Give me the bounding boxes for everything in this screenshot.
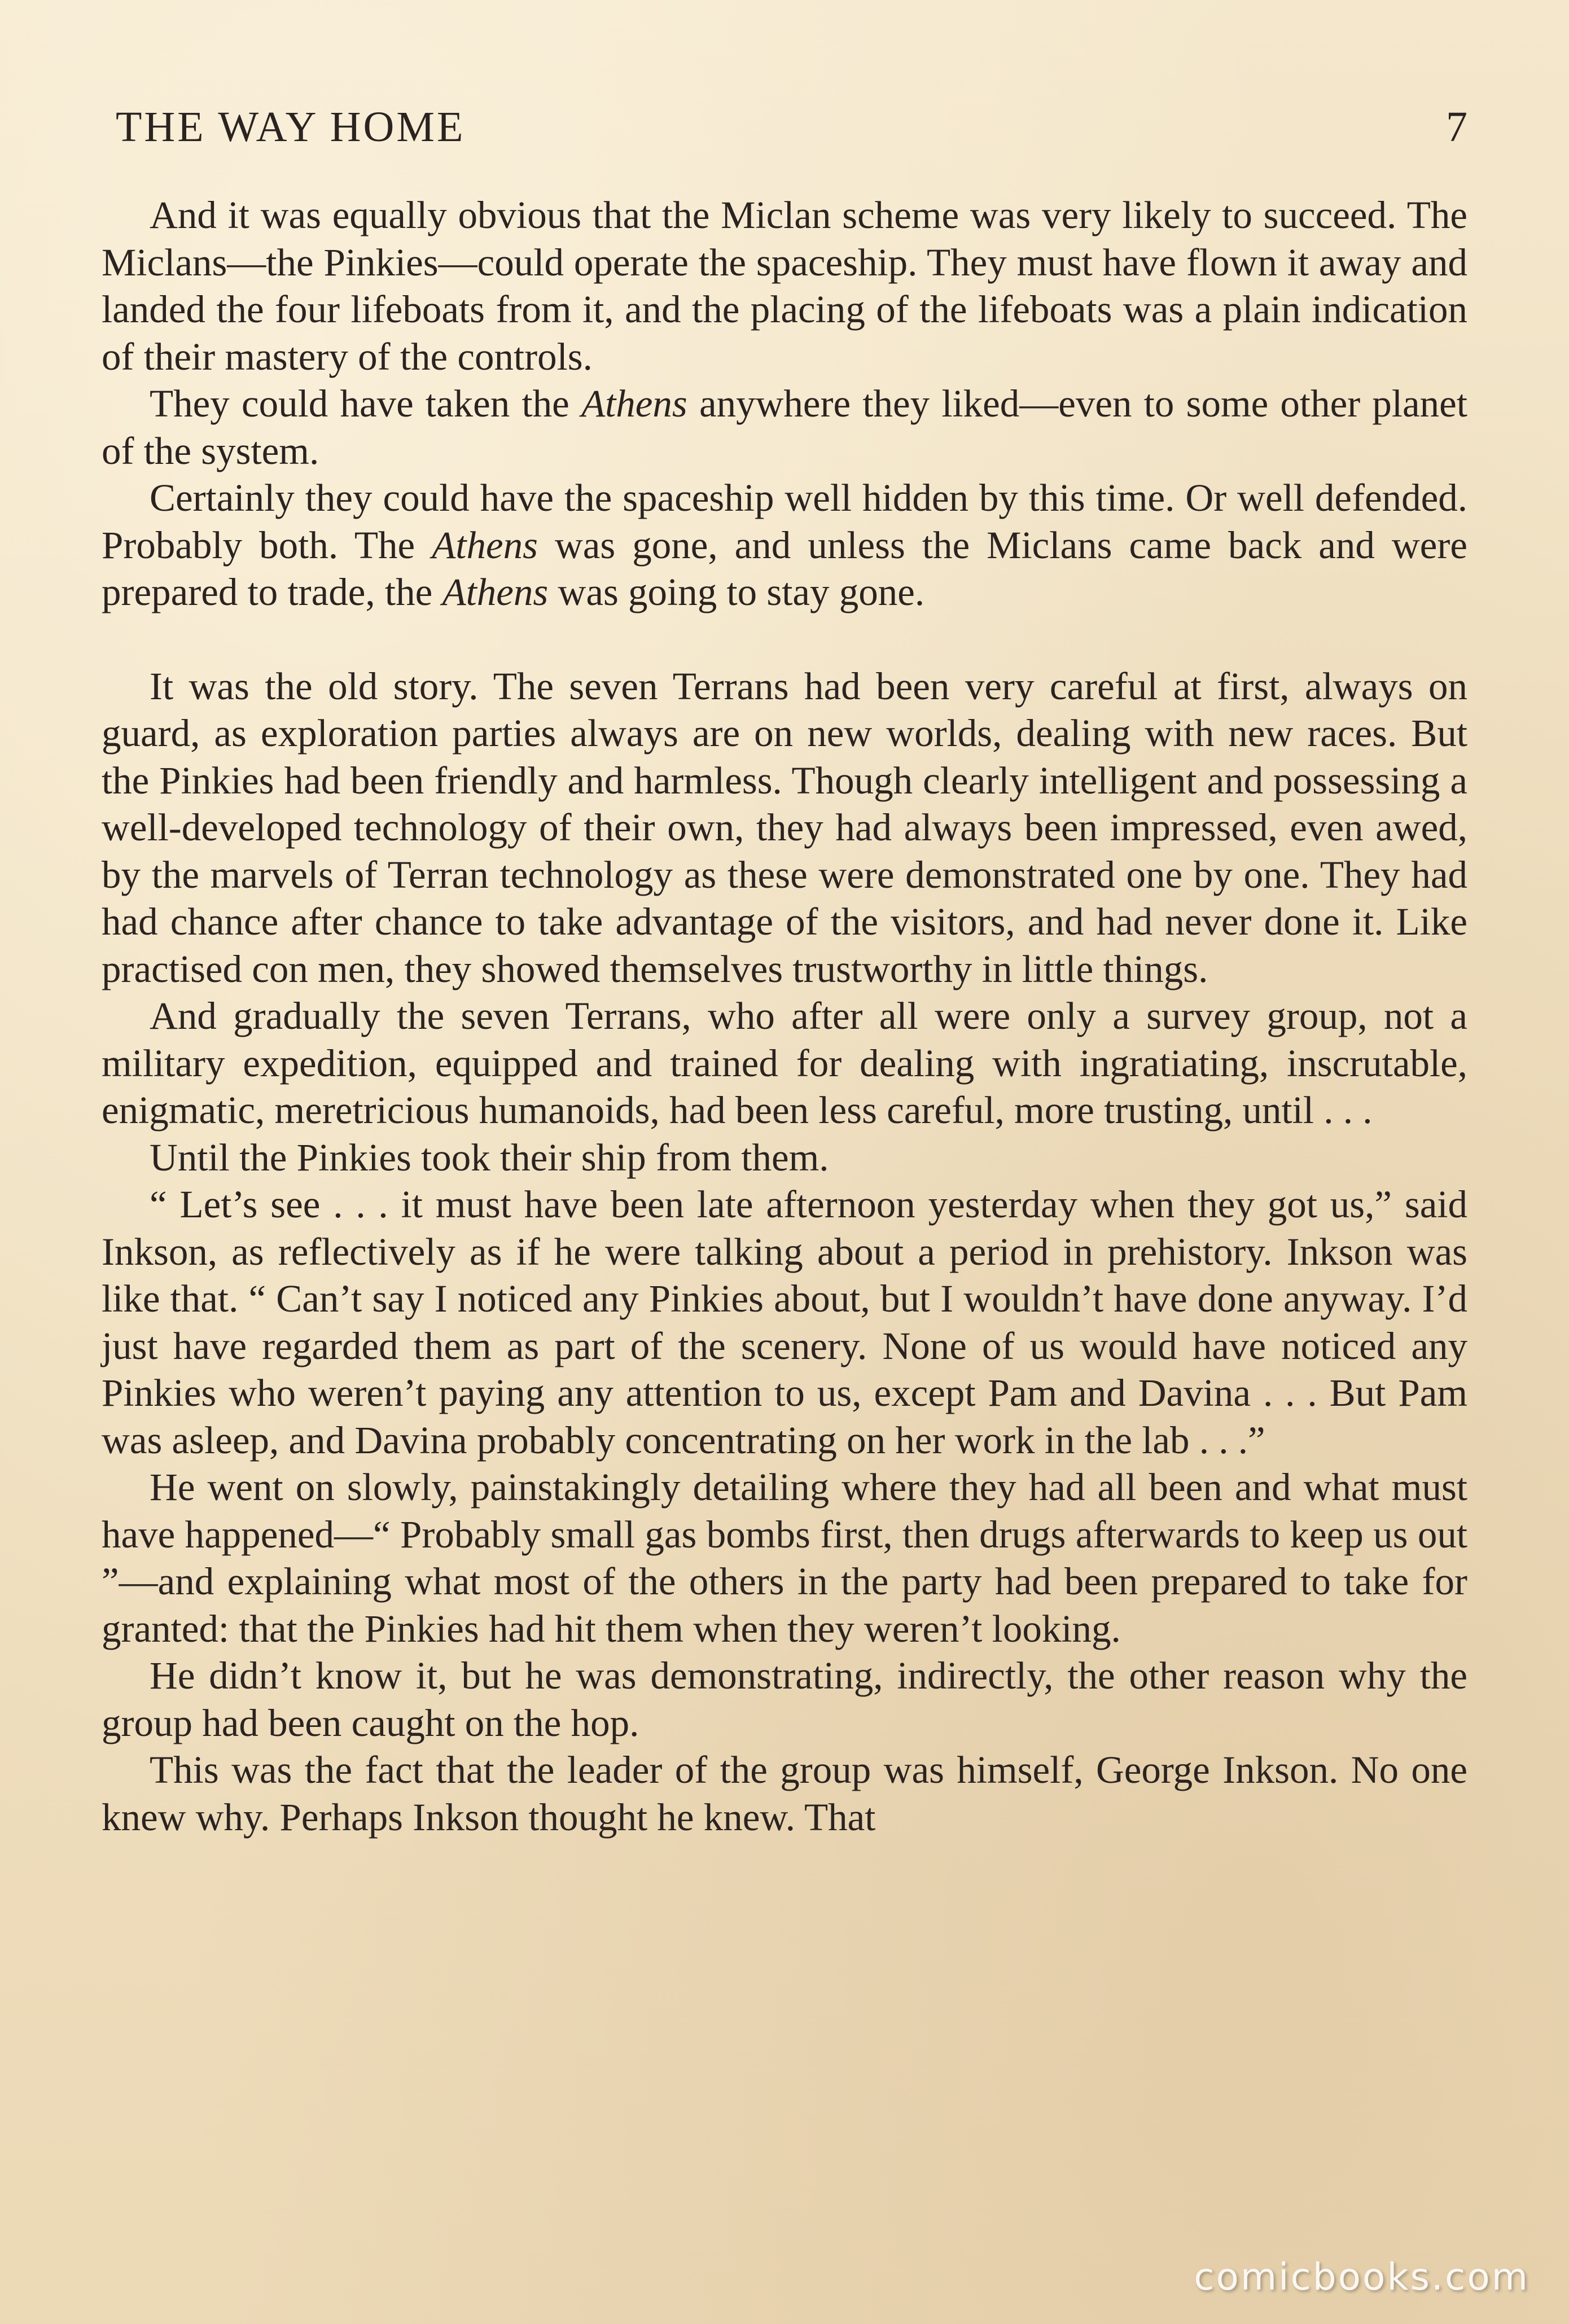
text-segment: Certainly they could have the spaceship well hidden by this time. Or well defended. Probably both. The	[102, 476, 1467, 567]
italic-ship-name: Athens	[581, 382, 687, 425]
italic-ship-name: Athens	[432, 523, 538, 567]
paragraph	[102, 1134, 1467, 1182]
page-number: 7	[1446, 103, 1467, 151]
paragraph	[102, 380, 1467, 475]
paragraph	[102, 993, 1467, 1134]
paragraph	[102, 1181, 1467, 1464]
text-segment: This was the fact that the leader of the group was himself, George Inkson. No one knew why. Perhaps Inkson thought he knew. That	[102, 1748, 1467, 1839]
text-segment: anywhere they liked—even to some other planet of the system.	[102, 382, 1467, 472]
text-segment: “ Let’s see . . . it must have been late afternoon yesterday when they got us,” said Inkson, as reflectively as if he were talking about a period in prehistory. Inkson was like that. “ Can’t say I noticed any Pinkies about, but I wouldn’t have done anyway. I’d just have regarded them as part of the scenery. None of us would have noticed any Pinkies who weren’t paying any attention to us, except Pam and Davina . . . But Pam was asleep, and Davina probably concentrating on her work in the lab . . .”	[102, 1183, 1467, 1462]
paragraph	[102, 1747, 1467, 1841]
text-segment: was gone, and unless the Miclans came back and were prepared to trade, the	[102, 523, 1467, 613]
paragraph	[102, 192, 1467, 380]
text-segment: And it was equally obvious that the Miclan scheme was very likely to succeed. The Miclans—the Pinkies—could operate the spaceship. They must have flown it away and landed the four lifeboats from it, and the placing of the lifeboats was a plain indication of their mastery of the controls.	[102, 194, 1467, 378]
body-text	[102, 192, 1467, 1841]
paragraph	[102, 1464, 1467, 1652]
paragraph	[102, 1652, 1467, 1747]
text-segment: And gradually the seven Terrans, who after all were only a survey group, not a military expedition, equipped and trained for dealing with ingratiating, inscrutable, enigmatic, meretricious humanoids, had been less careful, more trusting, until . . .	[102, 994, 1467, 1132]
text-segment: He went on slowly, painstakingly detailing where they had all been and what must have happened—“ Probably small gas bombs first, then drugs afterwards to keep us out ”—and explaining what most of the others in the party had been prepared to take for granted: that the Pinkies had hit them when they weren’t looking.	[102, 1466, 1467, 1650]
text-segment: He didn’t know it, but he was demonstrating, indirectly, the other reason why the group had been caught on the hop.	[102, 1654, 1467, 1744]
text-segment: Until the Pinkies took their ship from them.	[150, 1135, 829, 1179]
text-segment: It was the old story. The seven Terrans had been very careful at first, always on guard, as exploration parties always are on new worlds, dealing with new races. But the Pinkies had been friendly and harmless. Though clearly intelligent and possessing a well-developed technology of their own, they had always been impressed, even awed, by the marvels of Terran technology as these were demonstrated one by one. They had had chance after chance to take advantage of the visitors, and had never done it. Like practised con men, they showed themselves trustworthy in little things.	[102, 664, 1467, 990]
paragraph	[102, 663, 1467, 993]
paragraph	[102, 475, 1467, 616]
running-title: THE WAY HOME	[116, 103, 466, 151]
running-head	[116, 96, 1467, 158]
text-segment: They could have taken the	[150, 382, 581, 425]
italic-ship-name: Athens	[442, 571, 549, 613]
text-segment: was going to stay gone.	[548, 571, 925, 613]
watermark-text: comicbooks.com	[1194, 2255, 1529, 2299]
